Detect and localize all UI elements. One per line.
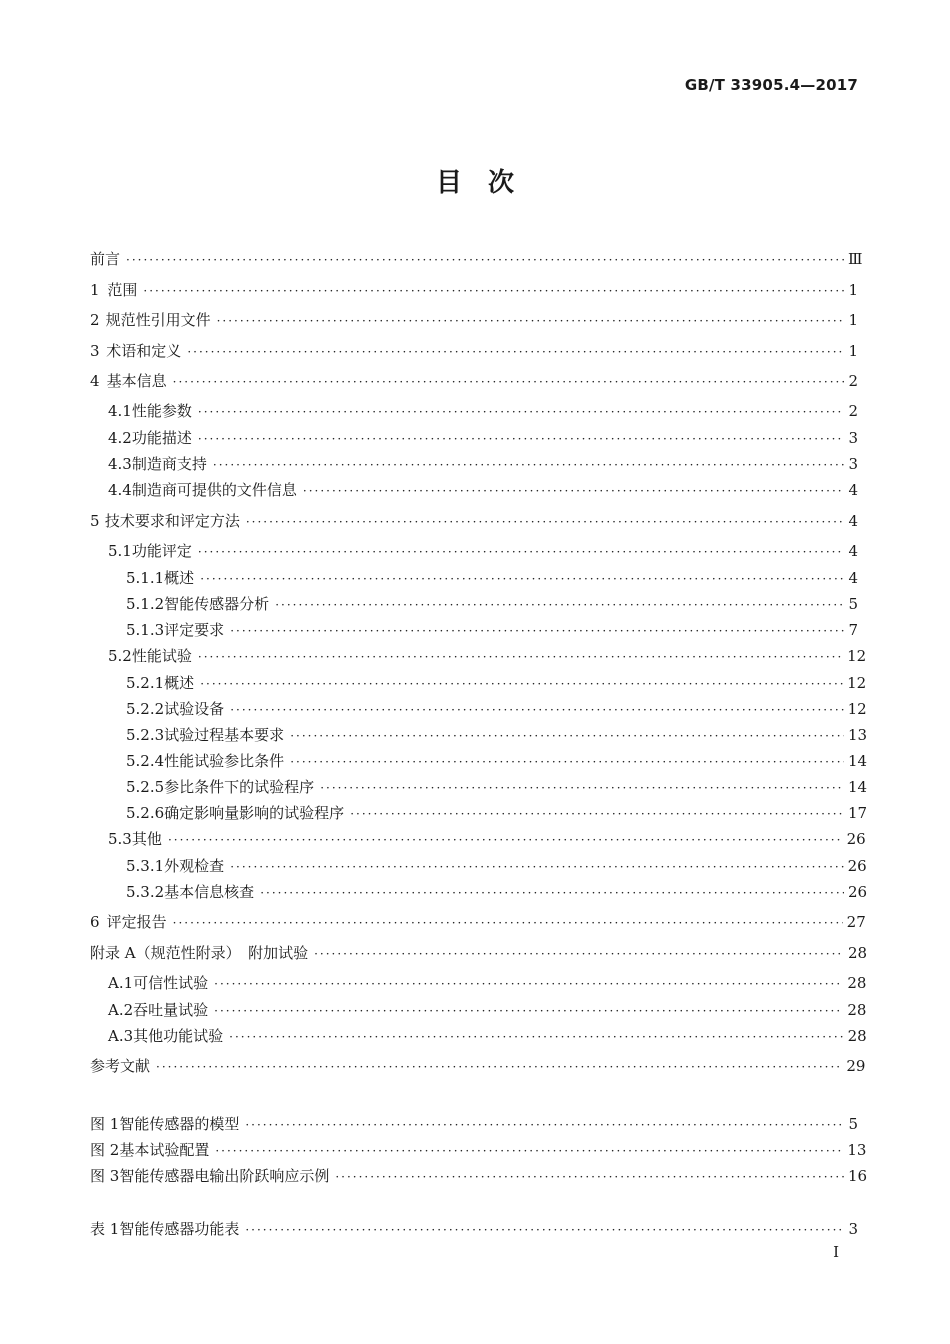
toc-entry-page: 16: [848, 1167, 868, 1185]
toc-entry: [90, 1139, 867, 1161]
toc-entry-label: 确定影响量影响的试验程序: [164, 804, 345, 822]
toc-entry: [90, 911, 866, 933]
toc-entry-label: 概述: [164, 674, 195, 692]
toc-entry-number: 5.2.3: [126, 726, 165, 744]
toc-entry-page: 1: [848, 342, 858, 360]
toc-entry-number: 4.4: [108, 481, 132, 499]
toc-leader-dots: [198, 428, 844, 450]
toc-leader-dots: [245, 1114, 844, 1136]
toc-entry: [90, 370, 858, 392]
toc-entry: [90, 1165, 868, 1187]
toc-leader-dots: [198, 401, 844, 423]
toc-entry: [90, 427, 858, 449]
toc-entry-page: 26: [846, 830, 866, 848]
toc-entry-page: 28: [847, 1027, 867, 1045]
toc-entry-page: 2: [848, 402, 858, 420]
toc-entry-number: A.3: [108, 1027, 134, 1045]
toc-leader-dots: [350, 803, 844, 825]
toc-leader-dots: [173, 912, 843, 934]
toc-entry: [90, 942, 868, 964]
toc-leader-dots: [173, 371, 844, 393]
toc-leader-dots: [230, 620, 844, 642]
toc-entry-number: 5.2.2: [126, 700, 165, 718]
toc-entry-label: 参考文献: [90, 1057, 151, 1075]
toc-leader-dots: [156, 1056, 842, 1078]
toc-entry-page: 5: [848, 1115, 858, 1133]
toc-entry: [90, 400, 858, 422]
toc-entry-page: 12: [847, 700, 867, 718]
toc-leader-dots: [260, 882, 844, 904]
toc-entry-number: 4.3: [108, 455, 132, 473]
toc-entry-page: 7: [848, 621, 858, 639]
toc-entry-label: 术语和定义: [106, 342, 182, 360]
toc-entry-label: 基本信息: [106, 372, 167, 390]
toc-entry: [90, 279, 858, 301]
toc-entry-label: 试验设备: [164, 700, 225, 718]
toc-entry: [90, 248, 863, 270]
toc-entry-label: 制造商支持: [131, 455, 207, 473]
toc-entry: [90, 645, 867, 667]
toc-entry: [90, 999, 867, 1021]
toc-entry-number: 图 3: [90, 1167, 120, 1185]
toc-leader-dots: [335, 1166, 844, 1188]
toc-entry: [90, 453, 858, 475]
toc-entry-label: 概述: [164, 569, 195, 587]
toc-entry-label: 范围: [107, 281, 138, 299]
toc-entry-number: 4.2: [108, 429, 132, 447]
toc-entry: [90, 972, 867, 994]
toc-leader-dots: [230, 856, 843, 878]
toc-leader-dots: [230, 699, 843, 721]
toc-entry-number: 5: [90, 512, 100, 530]
toc-entry-page: 14: [848, 752, 868, 770]
toc-entry-number: 5.1: [108, 542, 132, 560]
toc-entry-number: 5.3: [108, 830, 132, 848]
toc-entry-page: 3: [848, 455, 858, 473]
toc-entry-number: 5.1.1: [126, 569, 165, 587]
toc-entry: [90, 1055, 866, 1077]
toc-entry-label: 其他功能试验: [133, 1027, 224, 1045]
toc-entry-label: 参比条件下的试验程序: [164, 778, 315, 796]
toc-entry-page: Ⅲ: [848, 250, 863, 268]
toc-entry-page: 1: [848, 281, 858, 299]
toc-leader-dots: [290, 751, 844, 773]
toc-entry-number: 5.2.6: [126, 804, 165, 822]
toc-entry-number: 表 1: [90, 1220, 120, 1238]
toc-entry: [90, 776, 868, 798]
toc-entry: [90, 340, 858, 362]
toc-entry: [90, 1218, 858, 1240]
toc-entry: [90, 510, 858, 532]
toc-entry-page: 28: [847, 974, 867, 992]
toc-entry-page: 28: [848, 944, 868, 962]
toc-leader-dots: [126, 249, 844, 271]
toc-entry-number: 5.2: [108, 647, 132, 665]
toc-entry-number: 6: [90, 913, 100, 931]
toc-leader-dots: [246, 511, 844, 533]
toc-leader-dots: [229, 1026, 843, 1048]
toc-entry-label: 附录 A（规范性附录） 附加试验: [90, 944, 309, 962]
toc-entry: [90, 750, 868, 772]
toc-leader-dots: [213, 454, 844, 476]
toc-entry: [90, 802, 868, 824]
toc-entry-label: 其他: [131, 830, 162, 848]
toc-entry-number: A.2: [108, 1001, 134, 1019]
toc-entry-page: 4: [848, 481, 858, 499]
toc-entry: [90, 1113, 858, 1135]
toc-entry: [90, 698, 867, 720]
toc-entry: [90, 309, 858, 331]
toc-entry-number: 3: [90, 342, 100, 360]
toc-entry-number: A.1: [108, 974, 134, 992]
toc-entry-page: 14: [848, 778, 868, 796]
toc-entry: [90, 672, 867, 694]
toc-entry: [90, 567, 858, 589]
toc-entry-number: 5.2.5: [126, 778, 165, 796]
toc-entry-label: 性能试验: [131, 647, 192, 665]
toc-entry-number: 5.3.1: [126, 857, 165, 875]
toc-entry-number: 图 2: [90, 1141, 120, 1159]
toc-leader-dots: [198, 541, 844, 563]
standard-code: GB/T 33905.4—2017: [684, 76, 858, 94]
toc-entry-page: 28: [847, 1001, 867, 1019]
toc-entry-label: 性能参数: [131, 402, 192, 420]
toc-entry-page: 3: [848, 429, 858, 447]
toc-leader-dots: [143, 280, 844, 302]
toc-entry-page: 13: [848, 726, 868, 744]
toc-entry-label: 规范性引用文件: [105, 311, 211, 329]
toc-leader-dots: [303, 480, 844, 502]
toc-entry-page: 1: [848, 311, 858, 329]
toc-entry-label: 基本信息核查: [164, 883, 255, 901]
toc-entry: [90, 479, 858, 501]
toc-leader-dots: [198, 646, 843, 668]
toc-entry-page: 12: [847, 647, 867, 665]
toc-entry-label: 评定要求: [164, 621, 225, 639]
toc-entry-number: 1: [90, 281, 100, 299]
toc-entry: [90, 619, 858, 641]
toc-entry-label: 智能传感器的模型: [119, 1115, 240, 1133]
toc-leader-dots: [215, 1140, 843, 1162]
toc-entry-label: 吞吐量试验: [133, 1001, 209, 1019]
toc-entry-number: 4: [90, 372, 100, 390]
toc-entry-page: 12: [847, 674, 867, 692]
toc-leader-dots: [214, 1000, 843, 1022]
toc-entry-page: 17: [848, 804, 868, 822]
toc-entry: [90, 1025, 867, 1047]
page-folio: Ⅰ: [833, 1243, 839, 1261]
toc-entry-number: 5.1.2: [126, 595, 165, 613]
toc-entry-page: 4: [848, 512, 858, 530]
toc-entry-number: 4.1: [108, 402, 132, 420]
toc-entry-label: 制造商可提供的文件信息: [131, 481, 297, 499]
toc-entry-page: 4: [848, 569, 858, 587]
toc-entry-page: 26: [848, 883, 868, 901]
toc-entry-number: 2: [90, 311, 100, 329]
toc-entry-page: 2: [848, 372, 858, 390]
toc-leader-dots: [214, 973, 843, 995]
toc-leader-dots: [187, 341, 844, 363]
toc-entry: [90, 540, 858, 562]
toc-entry-label: 外观检查: [164, 857, 225, 875]
toc-entry-label: 评定报告: [106, 913, 167, 931]
toc-leader-dots: [217, 310, 844, 332]
toc-entry-label: 性能试验参比条件: [164, 752, 285, 770]
page-title: 目 次: [435, 168, 514, 198]
toc-entry-number: 5.1.3: [126, 621, 165, 639]
toc-entry: [90, 881, 868, 903]
toc-leader-dots: [314, 943, 844, 965]
toc-entry-page: 4: [848, 542, 858, 560]
toc-entry-page: 5: [848, 595, 858, 613]
toc-entry-label: 功能评定: [131, 542, 192, 560]
toc-entry-label: 技术要求和评定方法: [104, 512, 240, 530]
toc-entry-label: 可信性试验: [133, 974, 209, 992]
toc-entry: [90, 593, 858, 615]
toc-entry: [90, 855, 867, 877]
toc-entry-number: 图 1: [90, 1115, 120, 1133]
toc-leader-dots: [200, 673, 843, 695]
toc-entry-number: 5.2.4: [126, 752, 165, 770]
toc-entry-page: 29: [846, 1057, 866, 1075]
toc-leader-dots: [275, 594, 844, 616]
toc-entry: [90, 828, 866, 850]
toc-entry-label: 智能传感器电输出阶跃响应示例: [119, 1167, 330, 1185]
toc-entry: [90, 724, 868, 746]
toc-entry-label: 功能描述: [131, 429, 192, 447]
toc-leader-dots: [290, 725, 844, 747]
toc-entry-label: 智能传感器功能表: [119, 1220, 240, 1238]
toc-entry-page: 3: [848, 1220, 858, 1238]
toc-entry-label: 试验过程基本要求: [164, 726, 285, 744]
toc-entry-page: 26: [847, 857, 867, 875]
toc-entry-number: 5.2.1: [126, 674, 165, 692]
toc-entry-label: 前言: [90, 250, 121, 268]
toc-leader-dots: [245, 1219, 844, 1241]
toc-leader-dots: [320, 777, 844, 799]
toc-leader-dots: [168, 829, 843, 851]
toc-entry-number: 5.3.2: [126, 883, 165, 901]
toc-entry-page: 27: [846, 913, 866, 931]
toc-entry-label: 智能传感器分析: [164, 595, 270, 613]
toc-entry-label: 基本试验配置: [119, 1141, 210, 1159]
toc-leader-dots: [200, 568, 844, 590]
toc-entry-page: 13: [847, 1141, 867, 1159]
